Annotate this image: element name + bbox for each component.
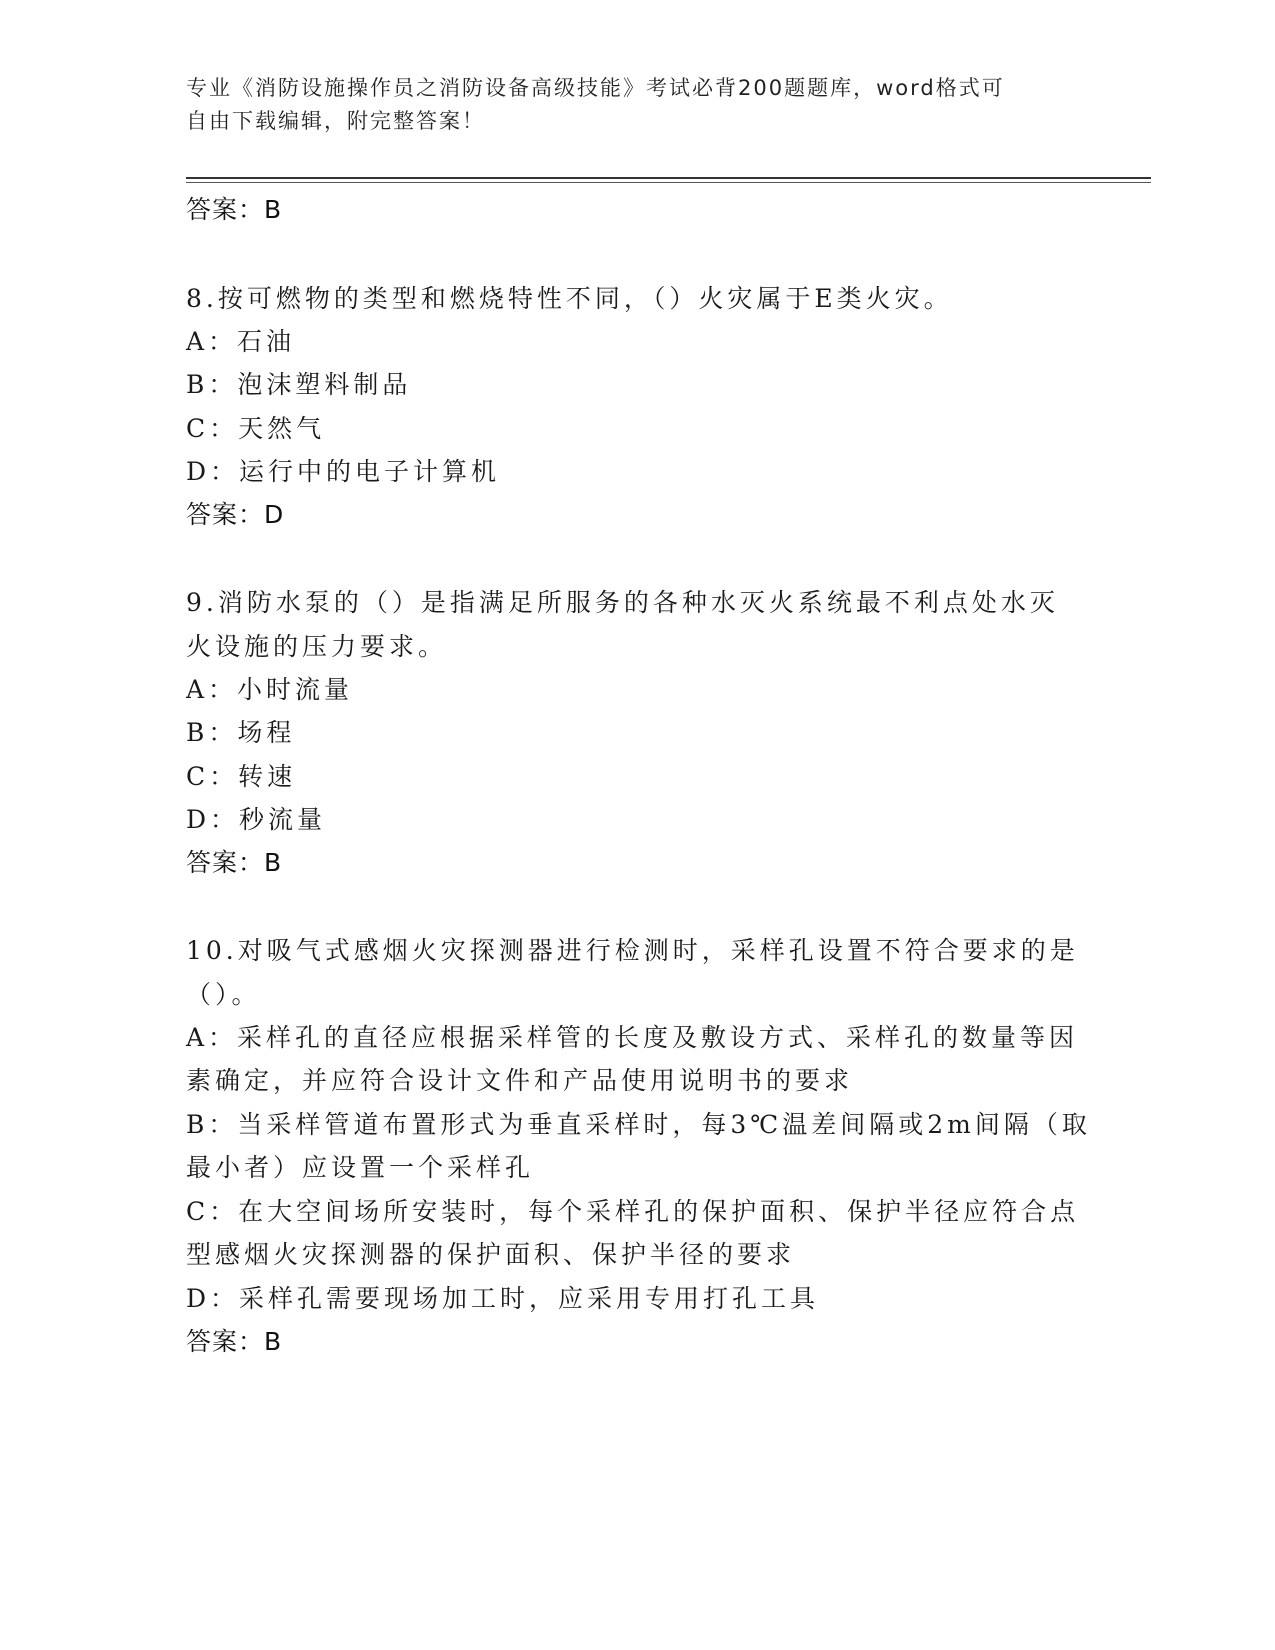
question-8-answer: 答案：D bbox=[186, 500, 285, 529]
header-divider-thick bbox=[186, 177, 1151, 179]
question-9-option-c: C：转速 bbox=[186, 762, 297, 791]
question-10-option-b-line-1: B：当采样管道布置形式为垂直采样时，每3℃温差间隔或2m间隔（取 bbox=[186, 1110, 1091, 1139]
question-10-option-d: D：采样孔需要现场加工时，应采用专用打孔工具 bbox=[186, 1284, 820, 1313]
question-8-option-c: C：天然气 bbox=[186, 414, 326, 443]
question-10-option-a-line-2: 素确定，并应符合设计文件和产品使用说明书的要求 bbox=[186, 1066, 854, 1095]
question-10-stem-line-2: （）。 bbox=[186, 980, 261, 1009]
question-9-option-d: D：秒流量 bbox=[186, 805, 327, 834]
question-9-answer: 答案：B bbox=[186, 848, 283, 877]
answer-label: 答案：B bbox=[186, 195, 283, 224]
header-line-1: 专业《消防设施操作员之消防设备高级技能》考试必背200题题库，word格式可 bbox=[186, 76, 1005, 100]
question-8-option-b: B：泡沫塑料制品 bbox=[186, 370, 412, 399]
question-8-option-a: A：石油 bbox=[186, 327, 296, 356]
document-header bbox=[186, 72, 1066, 138]
question-10-answer: 答案：B bbox=[186, 1327, 283, 1356]
header-line-2: 自由下载编辑，附完整答案！ bbox=[186, 109, 485, 133]
header-divider-thin bbox=[186, 182, 1151, 183]
question-9-stem-line-2: 火设施的压力要求。 bbox=[186, 632, 448, 661]
question-10-option-a-line-1: A：采样孔的直径应根据采样管的长度及敷设方式、采样孔的数量等因 bbox=[186, 1023, 1079, 1052]
question-10-option-b-line-2: 最小者）应设置一个采样孔 bbox=[186, 1153, 535, 1182]
question-9-stem-line-1: 9.消防水泵的（）是指满足所服务的各种水灭火系统最不利点处水灭 bbox=[186, 588, 1059, 617]
question-8-stem: 8.按可燃物的类型和燃烧特性不同，（）火灾属于E类火灾。 bbox=[186, 284, 953, 313]
question-10-stem-line-1: 10.对吸气式感烟火灾探测器进行检测时，采样孔设置不符合要求的是 bbox=[186, 936, 1079, 965]
question-10-option-c-line-2: 型感烟火灾探测器的保护面积、保护半径的要求 bbox=[186, 1240, 796, 1269]
question-10-option-c-line-1: C：在大空间场所安装时，每个采样孔的保护面积、保护半径应符合点 bbox=[186, 1197, 1080, 1226]
question-9-option-a: A：小时流量 bbox=[186, 675, 354, 704]
question-8-option-d: D：运行中的电子计算机 bbox=[186, 457, 501, 486]
question-9-option-b: B：场程 bbox=[186, 718, 296, 747]
